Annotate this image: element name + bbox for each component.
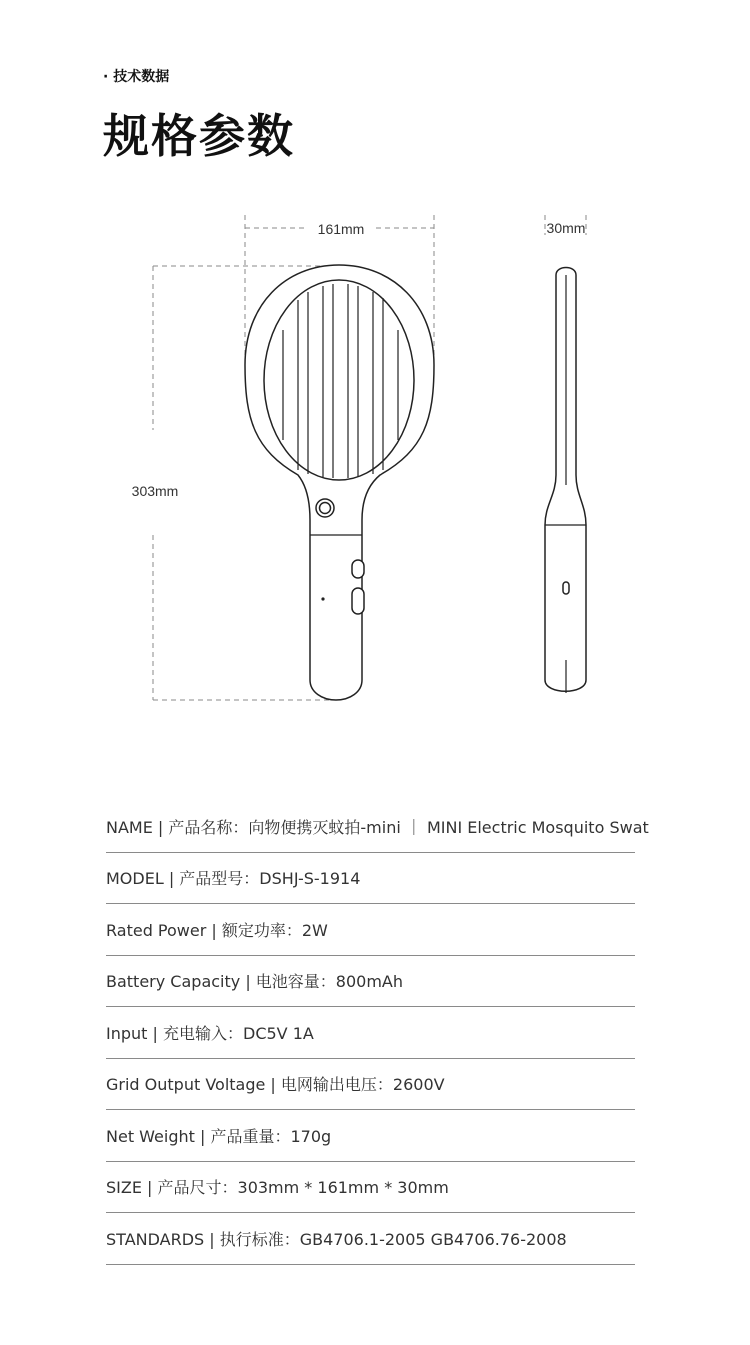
- spec-row-name: NAME | 产品名称：向物便携灭蚊拍-mini ｜ MINI Electric Mosquito Swat: [106, 801, 635, 853]
- side-button-upper: [352, 560, 364, 578]
- net-frame: [264, 280, 414, 480]
- spec-row-standards: STANDARDS | 执行标准：GB4706.1-2005 GB4706.76-2008: [106, 1213, 635, 1265]
- spec-row-model: MODEL | 产品型号：DSHJ-S-1914: [106, 853, 635, 905]
- spec-row-net-weight: Net Weight | 产品重量：170g: [106, 1110, 635, 1162]
- spec-row-grid-output-voltage: Grid Output Voltage | 电网输出电压：2600V: [106, 1059, 635, 1111]
- swatter-front-view: [245, 265, 434, 700]
- spec-row-rated-power: Rated Power | 额定功率：2W: [106, 904, 635, 956]
- spec-row-battery-capacity: Battery Capacity | 电池容量：800mAh: [106, 956, 635, 1008]
- swatter-side-view: [545, 268, 586, 694]
- indicator-light: [321, 597, 324, 600]
- charging-port: [563, 582, 569, 594]
- section-kicker: · 技术数据: [103, 69, 170, 85]
- front-button: [316, 499, 334, 517]
- height-dimension-label: 303mm: [131, 483, 179, 499]
- side-button-lower: [352, 588, 364, 614]
- spec-row-size: SIZE | 产品尺寸：303mm * 161mm * 30mm: [106, 1162, 635, 1214]
- spec-row-input: Input | 充电输入：DC5V 1A: [106, 1007, 635, 1059]
- page-title: 规格参数: [103, 109, 295, 163]
- depth-dimension-label: 30mm: [546, 220, 586, 236]
- spec-table: [106, 801, 649, 1265]
- width-dimension-label: 161mm: [317, 221, 365, 237]
